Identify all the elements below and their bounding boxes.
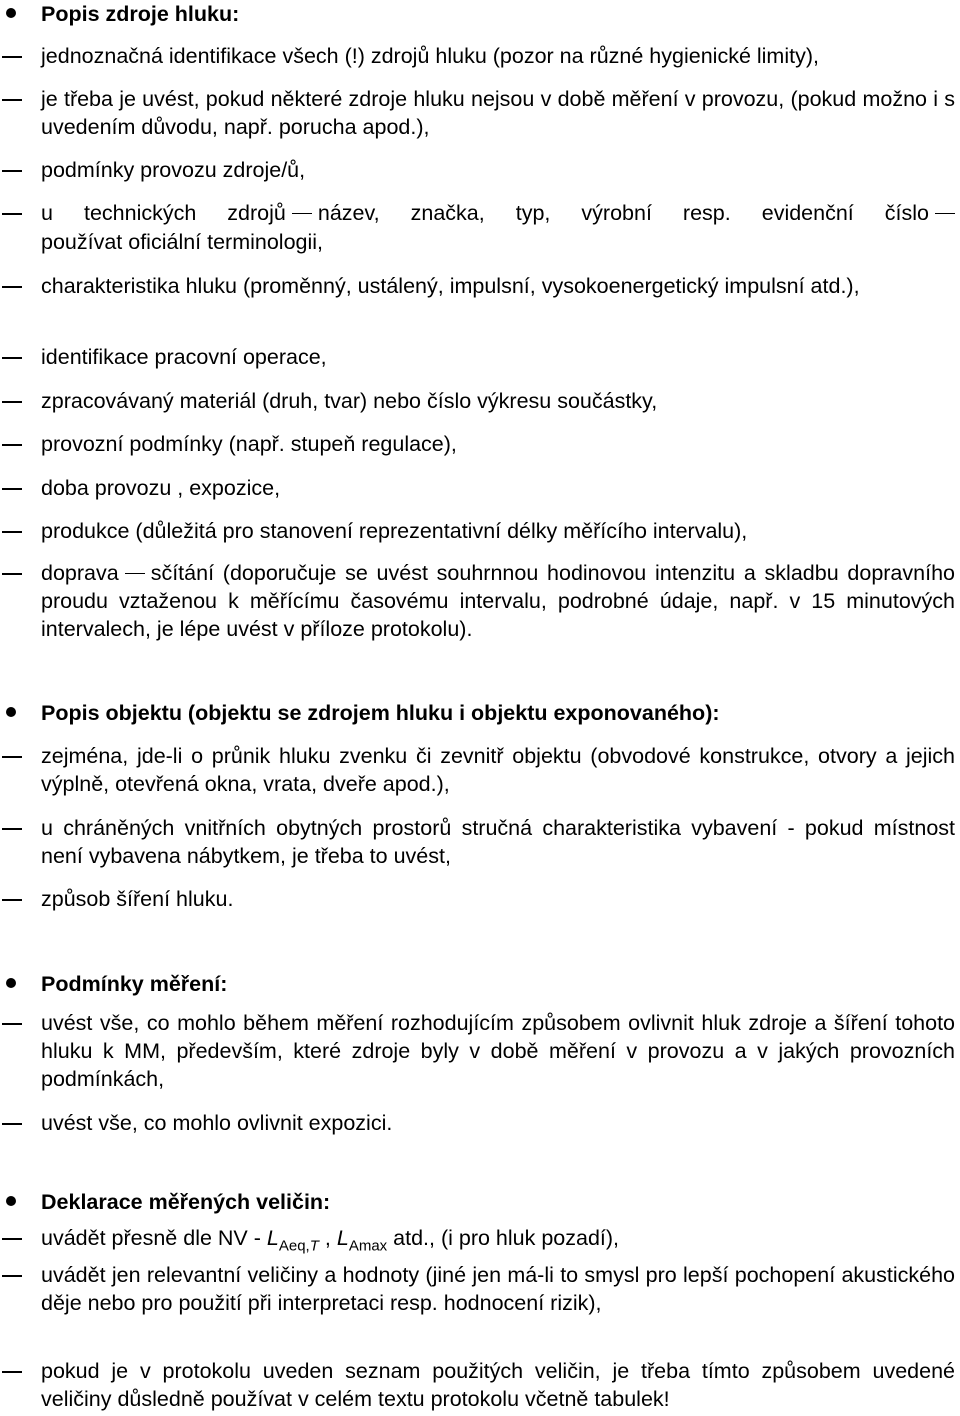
list-item bbox=[41, 199, 955, 227]
list-item: je třeba je uvést, pokud některé zdroje hluku nejsou v době měření v provozu, (pokud možno i s uvedením důvodu, např. porucha apod.), bbox=[41, 87, 955, 139]
list-item: způsob šíření hluku. bbox=[41, 887, 234, 911]
list-item-text: název, značka, typ, výrobní resp. evidenční číslo bbox=[317, 201, 929, 225]
list-item: charakteristika hluku (proměnný, ustálený, impulsní, vysokoenergetický impulsní atd.), bbox=[41, 274, 860, 298]
list-item: jednoznačná identifikace všech (!) zdrojů hluku (pozor na různé hygienické limity), bbox=[41, 44, 819, 68]
dash-icon bbox=[2, 828, 22, 830]
list-item-continuation: používat oficiální terminologii, bbox=[41, 230, 324, 254]
dash-icon bbox=[935, 213, 955, 215]
list-item: u chráněných vnitřních obytných prostorů stručná charakteristika vybavení - pokud místnost není vybavena nábytkem, je třeba to uvést, bbox=[41, 816, 955, 868]
section-heading: Podmínky měření: bbox=[41, 972, 228, 996]
dash-icon bbox=[2, 56, 22, 58]
dash-icon bbox=[2, 1238, 22, 1240]
list-item: produkce (důležitá pro stanovení reprezentativní délky měřícího intervalu), bbox=[41, 519, 748, 543]
list-item: podmínky provozu zdroje/ů, bbox=[41, 158, 306, 182]
dash-icon bbox=[2, 357, 22, 359]
bullet-icon bbox=[6, 707, 16, 717]
dash-icon bbox=[2, 1123, 22, 1125]
list-item: uvést vše, co mohlo během měření rozhodujícím způsobem ovlivnit hluk zdroje a šíření tohoto hluku k MM, především, které zdroje byly v době měření v provozu a v jakých provozních podmínkách, bbox=[41, 1011, 955, 1091]
section-heading: Popis zdroje hluku: bbox=[41, 2, 240, 26]
bullet-icon bbox=[6, 1196, 16, 1206]
list-item: pokud je v protokolu uveden seznam použitých veličin, je třeba tímto způsobem uvedené veličiny důsledně používat v celém textu protokolu včetně tabulek! bbox=[41, 1359, 955, 1411]
dash-icon bbox=[2, 488, 22, 490]
bullet-icon bbox=[6, 8, 16, 18]
dash-icon bbox=[2, 1371, 22, 1373]
dash-icon bbox=[2, 170, 22, 172]
list-item: doprava sčítání (doporučuje se uvést souhrnnou hodinovou intenzitu a skladbu dopravního proudu vztaženou k měřícímu časovému intervalu, podrobné údaje, např. v 15 minutových intervalech, je lépe uvést v příloze protokolu). bbox=[41, 561, 955, 641]
dash-icon bbox=[2, 531, 22, 533]
list-item: doba provozu , expozice, bbox=[41, 476, 281, 500]
list-item: uvádět přesně dle NV - $L_{Aeq,T}$ , $L_{Amax}$ atd., (i pro hluk pozadí), bbox=[41, 1226, 620, 1255]
dash-icon bbox=[2, 573, 22, 575]
list-item: zpracovávaný materiál (druh, tvar) nebo číslo výkresu součástky, bbox=[41, 389, 658, 413]
dash-icon bbox=[2, 401, 22, 403]
section-heading: Deklarace měřených veličin: bbox=[41, 1190, 331, 1214]
dash-icon bbox=[2, 99, 22, 101]
bullet-icon bbox=[6, 978, 16, 988]
dash-icon bbox=[2, 899, 22, 901]
dash-icon bbox=[292, 213, 312, 215]
list-item: zejména, jde-li o průnik hluku zvenku či zevnitř objektu (obvodové konstrukce, otvory a jejich výplně, otevřená okna, vrata, dveře apod.), bbox=[41, 744, 955, 796]
dash-icon bbox=[125, 573, 145, 575]
dash-icon bbox=[2, 286, 22, 288]
dash-icon bbox=[2, 213, 22, 215]
dash-icon bbox=[2, 444, 22, 446]
list-item: uvádět jen relevantní veličiny a hodnoty (jiné jen má-li to smysl pro lepší pochopení akustického děje nebo pro použití při interpretaci resp. hodnocení rizik), bbox=[41, 1263, 955, 1315]
dash-icon bbox=[2, 756, 22, 758]
dash-icon bbox=[2, 1275, 22, 1277]
list-item: identifikace pracovní operace, bbox=[41, 345, 327, 369]
section-heading: Popis objektu (objektu se zdrojem hluku i objektu exponovaného): bbox=[41, 701, 720, 725]
list-item: uvést vše, co mohlo ovlivnit expozici. bbox=[41, 1111, 393, 1135]
dash-icon bbox=[2, 1023, 22, 1025]
list-item: provozní podmínky (např. stupeň regulace), bbox=[41, 432, 457, 456]
list-item-text: u technických zdrojů bbox=[41, 201, 286, 225]
